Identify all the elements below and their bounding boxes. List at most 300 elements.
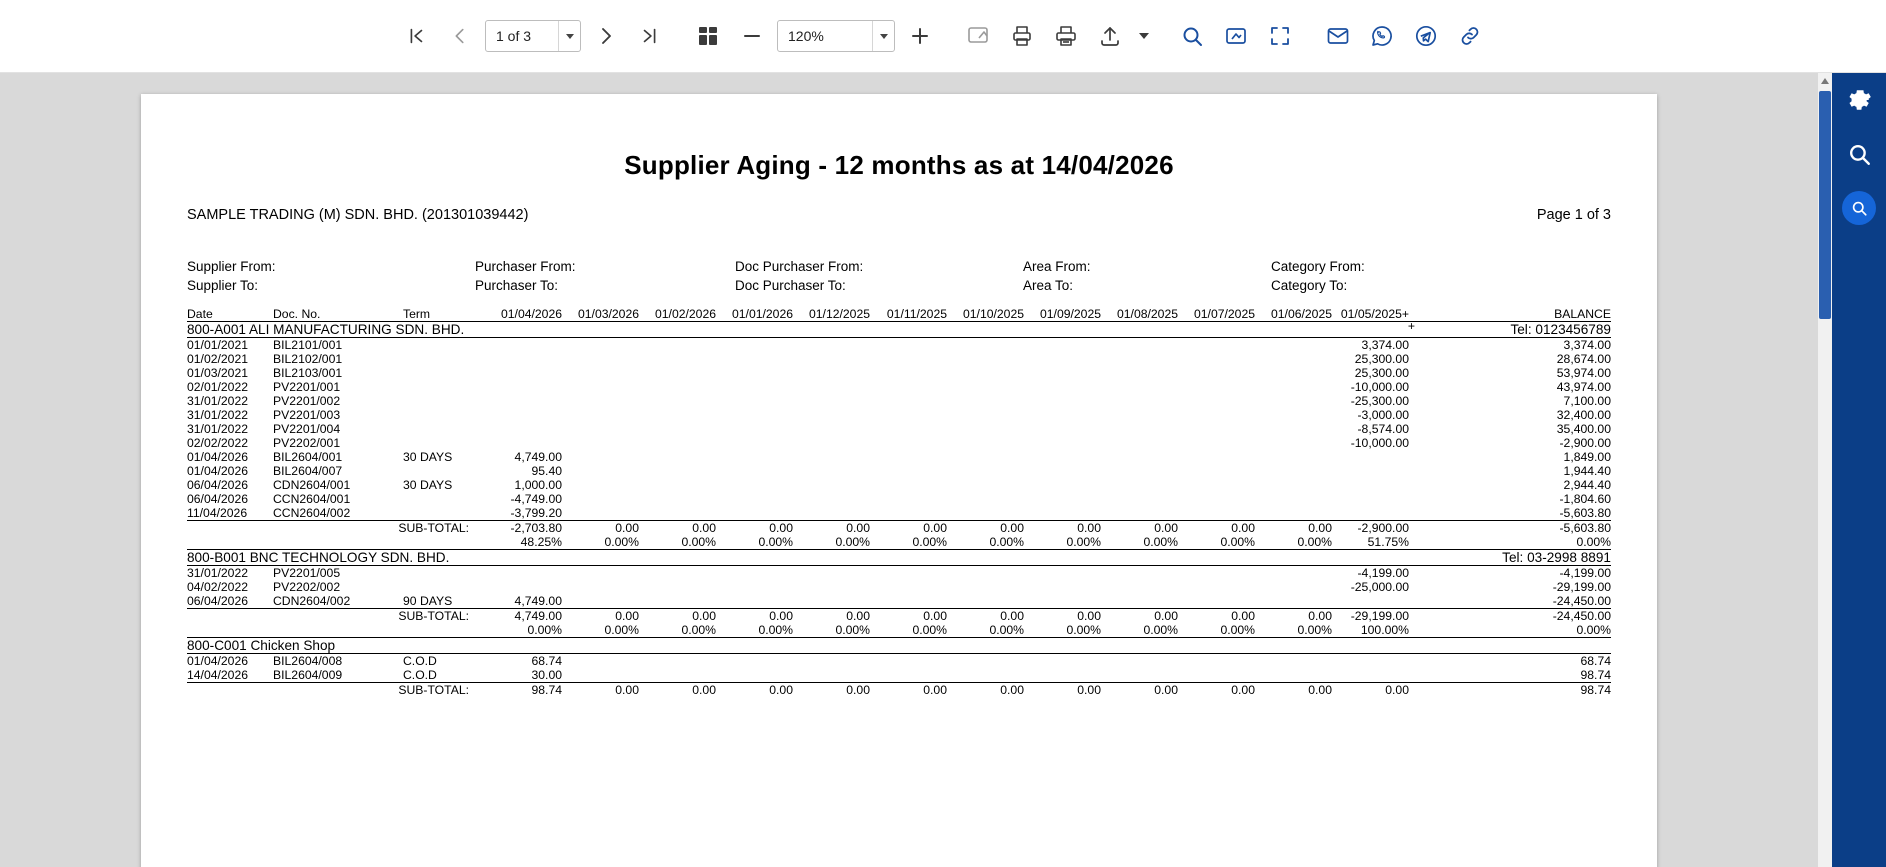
vertical-scrollbar[interactable] [1818, 73, 1832, 867]
cell-p1 [568, 478, 645, 492]
cell-p10 [1261, 594, 1338, 609]
cell-p11 [1338, 654, 1415, 669]
percent-p6: 0.00% [953, 623, 1030, 638]
first-page-button[interactable] [397, 17, 435, 55]
subtotal-p9: 0.00 [1184, 683, 1261, 698]
subtotal-p0: 98.74 [491, 683, 568, 698]
table-row [187, 580, 1611, 594]
search-button[interactable] [1173, 17, 1211, 55]
filter-area-to: Area To: [1023, 278, 1074, 293]
percent-p3: 0.00% [722, 535, 799, 550]
percent-row [187, 535, 1611, 550]
export-dropdown-icon[interactable] [1135, 17, 1153, 55]
cell-p2 [645, 436, 722, 450]
cell-doc: CCN2604/002 [273, 506, 351, 520]
col-balance: BALANCE [1415, 307, 1611, 322]
percent-p1: 0.00% [568, 623, 645, 638]
subtotal-p3: 0.00 [722, 683, 799, 698]
cell-p8 [1107, 338, 1184, 353]
cell-p9 [1184, 436, 1261, 450]
cell-p11: -25,300.00 [1350, 394, 1409, 408]
cell-p0: -3,799.20 [510, 506, 562, 520]
subtotal-p1: 0.00 [568, 521, 645, 536]
zoom-combo[interactable] [777, 20, 895, 52]
document-viewport[interactable] [0, 73, 1886, 867]
filters-block [187, 259, 1611, 293]
subtotal-row [187, 683, 1611, 698]
cell-p1 [568, 464, 645, 478]
aging-table [187, 307, 1611, 697]
table-row [187, 668, 1611, 683]
cell-p1 [568, 594, 645, 609]
col-period-0: 01/04/2026 [491, 307, 568, 322]
page-number-combo[interactable] [485, 20, 581, 52]
report-title: Supplier Aging - 12 months as at 14/04/2026 [624, 150, 1174, 180]
col-period-3: 01/01/2026 [722, 307, 799, 322]
subtotal-p11: -29,199.00 [1338, 609, 1415, 624]
subtotal-p6: 0.00 [953, 683, 1030, 698]
cell-p0 [491, 366, 568, 380]
subtotal-p10: 0.00 [1261, 683, 1338, 698]
cell-p7 [1030, 352, 1107, 366]
cell-p10 [1261, 450, 1338, 464]
cell-term: 30 DAYS [403, 478, 453, 492]
col-period-9: 01/07/2025 [1184, 307, 1261, 322]
cell-p3 [722, 422, 799, 436]
subtotal-p2: 0.00 [645, 683, 722, 698]
cell-p10 [1261, 366, 1338, 380]
cell-p7 [1030, 506, 1107, 521]
cell-date: 01/02/2021 [187, 352, 248, 366]
col-period-1: 01/03/2026 [568, 307, 645, 322]
cell-p5 [876, 394, 953, 408]
cell-p8 [1107, 506, 1184, 521]
subtotal-label: SUB-TOTAL: [187, 609, 491, 624]
cell-p10 [1261, 408, 1338, 422]
cell-p6 [953, 338, 1030, 353]
scroll-up-arrow[interactable] [1818, 73, 1832, 89]
cell-p7 [1030, 668, 1107, 683]
page-layout-button[interactable] [689, 17, 727, 55]
cell-p8 [1107, 478, 1184, 492]
print-preview-button[interactable] [1047, 17, 1085, 55]
cell-p3 [722, 654, 799, 669]
zoom-value: 120% [788, 28, 824, 44]
filter-supplier-from: Supplier From: [187, 259, 276, 274]
subtotal-p3: 0.00 [722, 521, 799, 536]
cell-p7 [1030, 408, 1107, 422]
rail-search-button[interactable] [1832, 127, 1886, 181]
subtotal-p3: 0.00 [722, 609, 799, 624]
cell-date: 01/01/2021 [187, 338, 248, 352]
cell-p9 [1184, 594, 1261, 609]
percent-p10: 0.00% [1261, 623, 1338, 638]
subtotal-p8: 0.00 [1107, 683, 1184, 698]
edit-tool-button[interactable] [1217, 17, 1255, 55]
filter-category-from: Category From: [1271, 259, 1365, 274]
cell-p8 [1107, 668, 1184, 683]
col-period-11-plus: + [1407, 319, 1415, 333]
subtotal-label: SUB-TOTAL: [187, 521, 491, 536]
report-subheader [187, 207, 1611, 223]
cell-p3 [722, 594, 799, 609]
cell-p8 [1107, 450, 1184, 464]
cell-p2 [645, 450, 722, 464]
cell-p7 [1030, 594, 1107, 609]
cell-balance: 1,944.40 [1563, 464, 1611, 478]
percent-p6: 0.00% [953, 535, 1030, 550]
cell-p0: 1,000.00 [514, 478, 562, 492]
col-doc-no: Doc. No. [273, 307, 403, 322]
annotate-button[interactable] [959, 17, 997, 55]
cell-p6 [953, 464, 1030, 478]
cell-p1 [568, 580, 645, 594]
cell-p2 [645, 566, 722, 581]
cell-p8 [1107, 464, 1184, 478]
cell-p7 [1030, 654, 1107, 669]
cell-date: 14/04/2026 [187, 668, 248, 682]
cell-p8 [1107, 366, 1184, 380]
cell-p5 [876, 478, 953, 492]
cell-term: C.O.D [403, 654, 437, 668]
cell-p2 [645, 408, 722, 422]
percent-balance: 0.00% [1415, 535, 1611, 550]
subtotal-p9: 0.00 [1184, 609, 1261, 624]
cell-p9 [1184, 366, 1261, 380]
cell-p4 [799, 394, 876, 408]
cell-p4 [799, 366, 876, 380]
cell-p10 [1261, 654, 1338, 669]
cell-doc: BIL2604/007 [273, 464, 343, 478]
percent-p2: 0.00% [645, 535, 722, 550]
cell-p1 [568, 422, 645, 436]
cell-p9 [1184, 464, 1261, 478]
cell-p11: -10,000.00 [1350, 380, 1409, 394]
cell-p5 [876, 408, 953, 422]
cell-p10 [1261, 580, 1338, 594]
cell-p8 [1107, 422, 1184, 436]
subtotal-p4: 0.00 [799, 609, 876, 624]
help-icon [1842, 191, 1876, 225]
cell-balance: 32,400.00 [1556, 408, 1611, 422]
cell-p0 [491, 380, 568, 394]
zoom-in-button[interactable] [901, 17, 939, 55]
cell-p1 [568, 352, 645, 366]
cell-p3 [722, 450, 799, 464]
cell-term [403, 566, 491, 581]
cell-p10 [1261, 478, 1338, 492]
percent-p9: 0.00% [1184, 535, 1261, 550]
subtotal-label: SUB-TOTAL: [187, 683, 491, 698]
cell-date: 01/04/2026 [187, 654, 248, 668]
cell-p1 [568, 506, 645, 521]
cell-p4 [799, 408, 876, 422]
cell-term [403, 580, 491, 594]
cell-p4 [799, 654, 876, 669]
filter-category-to: Category To: [1271, 278, 1348, 293]
cell-p0: 95.40 [531, 464, 562, 478]
cell-date: 01/03/2021 [187, 366, 248, 380]
cell-p10 [1261, 506, 1338, 521]
cell-doc: PV2202/002 [273, 580, 341, 594]
subtotal-balance: -5,603.80 [1415, 521, 1611, 536]
cell-p6 [953, 408, 1030, 422]
next-page-button[interactable] [587, 17, 625, 55]
cell-doc: CCN2604/001 [273, 492, 351, 506]
cell-p0: 4,749.00 [514, 594, 562, 608]
cell-p4 [799, 338, 876, 353]
table-row [187, 436, 1611, 450]
cell-p5 [876, 338, 953, 353]
table-row [187, 422, 1611, 436]
cell-p9 [1184, 580, 1261, 594]
cell-p5 [876, 366, 953, 380]
cell-p1 [568, 436, 645, 450]
table-row [187, 450, 1611, 464]
percent-row [187, 623, 1611, 638]
scrollbar-thumb[interactable] [1819, 91, 1831, 319]
percent-p7: 0.00% [1030, 535, 1107, 550]
cell-term [403, 506, 491, 521]
cell-balance: 98.74 [1580, 668, 1611, 682]
cell-p0 [491, 338, 568, 353]
table-row [187, 464, 1611, 478]
cell-p3 [722, 580, 799, 594]
cell-p1 [568, 408, 645, 422]
subtotal-balance: 98.74 [1415, 683, 1611, 698]
subtotal-p5: 0.00 [876, 521, 953, 536]
cell-p7 [1030, 436, 1107, 450]
help-button[interactable] [1832, 181, 1886, 235]
col-period-7: 01/09/2025 [1030, 307, 1107, 322]
subtotal-p7: 0.00 [1030, 683, 1107, 698]
cell-p9 [1184, 668, 1261, 683]
subtotal-row [187, 609, 1611, 624]
subtotal-p0: 4,749.00 [491, 609, 568, 624]
cell-p1 [568, 394, 645, 408]
cell-p3 [722, 464, 799, 478]
percent-p1: 0.00% [568, 535, 645, 550]
cell-p1 [568, 654, 645, 669]
chevron-down-icon[interactable] [872, 21, 894, 51]
cell-p8 [1107, 352, 1184, 366]
filter-area-from: Area From: [1023, 259, 1091, 274]
table-row [187, 478, 1611, 492]
cell-p9 [1184, 654, 1261, 669]
cell-p5 [876, 580, 953, 594]
cell-p4 [799, 506, 876, 521]
cell-p5 [876, 464, 953, 478]
export-button[interactable] [1091, 17, 1129, 55]
cell-p4 [799, 478, 876, 492]
fullscreen-button[interactable] [1261, 17, 1299, 55]
cell-p4 [799, 436, 876, 450]
percent-p0: 48.25% [491, 535, 568, 550]
cell-p8 [1107, 566, 1184, 581]
cell-term [403, 436, 491, 450]
cell-term [403, 394, 491, 408]
cell-balance: 2,944.40 [1563, 478, 1611, 492]
col-term: Term [403, 307, 491, 322]
cell-p0 [491, 408, 568, 422]
cell-p11 [1338, 478, 1415, 492]
cell-p5 [876, 422, 953, 436]
last-page-button[interactable] [631, 17, 669, 55]
cell-p1 [568, 566, 645, 581]
cell-p4 [799, 380, 876, 394]
right-rail [1832, 73, 1886, 867]
table-row [187, 654, 1611, 669]
col-period-5: 01/11/2025 [876, 307, 953, 322]
cell-term [403, 492, 491, 506]
cell-p10 [1261, 422, 1338, 436]
cell-p9 [1184, 380, 1261, 394]
cell-doc: PV2201/003 [273, 408, 341, 422]
col-period-4: 01/12/2025 [799, 307, 876, 322]
cell-doc: BIL2102/001 [273, 352, 343, 366]
cell-p3 [722, 492, 799, 506]
cell-p0: 68.74 [531, 654, 562, 668]
cell-p5 [876, 492, 953, 506]
group-tel [953, 638, 1611, 654]
cell-p1 [568, 338, 645, 353]
cell-p4 [799, 492, 876, 506]
cell-doc: BIL2101/001 [273, 338, 343, 352]
group-header-row [187, 638, 1611, 654]
subtotal-balance: -24,450.00 [1415, 609, 1611, 624]
cell-p0 [491, 422, 568, 436]
cell-doc: PV2201/004 [273, 422, 341, 436]
cell-p6 [953, 394, 1030, 408]
cell-doc: BIL2604/009 [273, 668, 343, 682]
subtotal-p0: -2,703.80 [491, 521, 568, 536]
percent-p8: 0.00% [1107, 623, 1184, 638]
cell-p9 [1184, 478, 1261, 492]
subtotal-p6: 0.00 [953, 521, 1030, 536]
document-page [141, 94, 1657, 867]
cell-p10 [1261, 668, 1338, 683]
cell-doc: BIL2604/001 [273, 450, 343, 464]
page-indicator: Page 1 of 3 [1536, 207, 1611, 223]
table-row [187, 394, 1611, 408]
cell-p4 [799, 464, 876, 478]
subtotal-row [187, 521, 1611, 536]
cell-p4 [799, 352, 876, 366]
cell-p3 [722, 478, 799, 492]
cell-p8 [1107, 436, 1184, 450]
cell-p9 [1184, 352, 1261, 366]
cell-term [403, 366, 491, 380]
cell-p2 [645, 580, 722, 594]
cell-p5 [876, 594, 953, 609]
percent-p10: 0.00% [1261, 535, 1338, 550]
company-name: SAMPLE TRADING (M) SDN. BHD. (201301039442) [187, 207, 529, 223]
settings-button[interactable] [1832, 73, 1886, 127]
cell-balance: 43,974.00 [1556, 380, 1611, 394]
subtotal-p10: 0.00 [1261, 609, 1338, 624]
cell-balance: 3,374.00 [1563, 338, 1611, 352]
cell-p2 [645, 668, 722, 683]
cell-p10 [1261, 338, 1338, 353]
cell-term [403, 352, 491, 366]
percent-p5: 0.00% [876, 535, 953, 550]
cell-date: 02/01/2022 [187, 380, 248, 394]
cell-p6 [953, 422, 1030, 436]
col-date: Date [187, 307, 273, 322]
table-header-row [187, 307, 1611, 322]
cell-p9 [1184, 566, 1261, 581]
email-button[interactable] [1319, 17, 1357, 55]
filters-row-from [187, 259, 1611, 274]
print-button[interactable] [1003, 17, 1041, 55]
cell-p5 [876, 668, 953, 683]
cell-p3 [722, 366, 799, 380]
cell-p3 [722, 436, 799, 450]
cell-p10 [1261, 464, 1338, 478]
cell-p6 [953, 594, 1030, 609]
cell-p9 [1184, 422, 1261, 436]
percent-p5: 0.00% [876, 623, 953, 638]
percent-p11: 51.75% [1338, 535, 1415, 550]
zoom-out-button[interactable] [733, 17, 771, 55]
cell-date: 01/04/2026 [187, 464, 248, 478]
cell-doc: BIL2103/001 [273, 366, 343, 380]
cell-date: 06/04/2026 [187, 492, 248, 506]
col-period-11-label: 01/05/2025+ [1340, 307, 1409, 321]
cell-p0 [491, 352, 568, 366]
cell-p6 [953, 478, 1030, 492]
cell-p10 [1261, 394, 1338, 408]
cell-term: 30 DAYS [403, 450, 453, 464]
cell-p7 [1030, 338, 1107, 353]
cell-p7 [1030, 394, 1107, 408]
cell-p5 [876, 352, 953, 366]
whatsapp-button[interactable] [1363, 17, 1401, 55]
cell-p10 [1261, 492, 1338, 506]
cell-balance: -1,804.60 [1559, 492, 1611, 506]
cell-balance: 53,974.00 [1556, 366, 1611, 380]
col-period-11 [1338, 307, 1415, 333]
cell-balance: -5,603.80 [1559, 506, 1611, 520]
cell-p7 [1030, 422, 1107, 436]
cell-p2 [645, 478, 722, 492]
cell-p4 [799, 422, 876, 436]
cell-p11 [1338, 668, 1415, 683]
cell-p3 [722, 566, 799, 581]
telegram-button[interactable] [1407, 17, 1445, 55]
filter-purchaser-to: Purchaser To: [475, 278, 559, 293]
previous-page-button[interactable] [441, 17, 479, 55]
cell-p11 [1338, 506, 1415, 521]
cell-p3 [722, 668, 799, 683]
cell-p11: 25,300.00 [1354, 366, 1409, 380]
cell-p2 [645, 352, 722, 366]
cell-p3 [722, 408, 799, 422]
cell-p7 [1030, 366, 1107, 380]
cell-p8 [1107, 492, 1184, 506]
cell-balance: -24,450.00 [1552, 594, 1611, 608]
copy-link-button[interactable] [1451, 17, 1489, 55]
subtotal-p4: 0.00 [799, 683, 876, 698]
cell-p0: -4,749.00 [510, 492, 562, 506]
chevron-down-icon[interactable] [558, 21, 580, 51]
cell-p1 [568, 450, 645, 464]
cell-p9 [1184, 492, 1261, 506]
cell-p1 [568, 668, 645, 683]
cell-p7 [1030, 380, 1107, 394]
group-name: 800-B001 BNC TECHNOLOGY SDN. BHD. [187, 550, 953, 566]
cell-p6 [953, 668, 1030, 683]
